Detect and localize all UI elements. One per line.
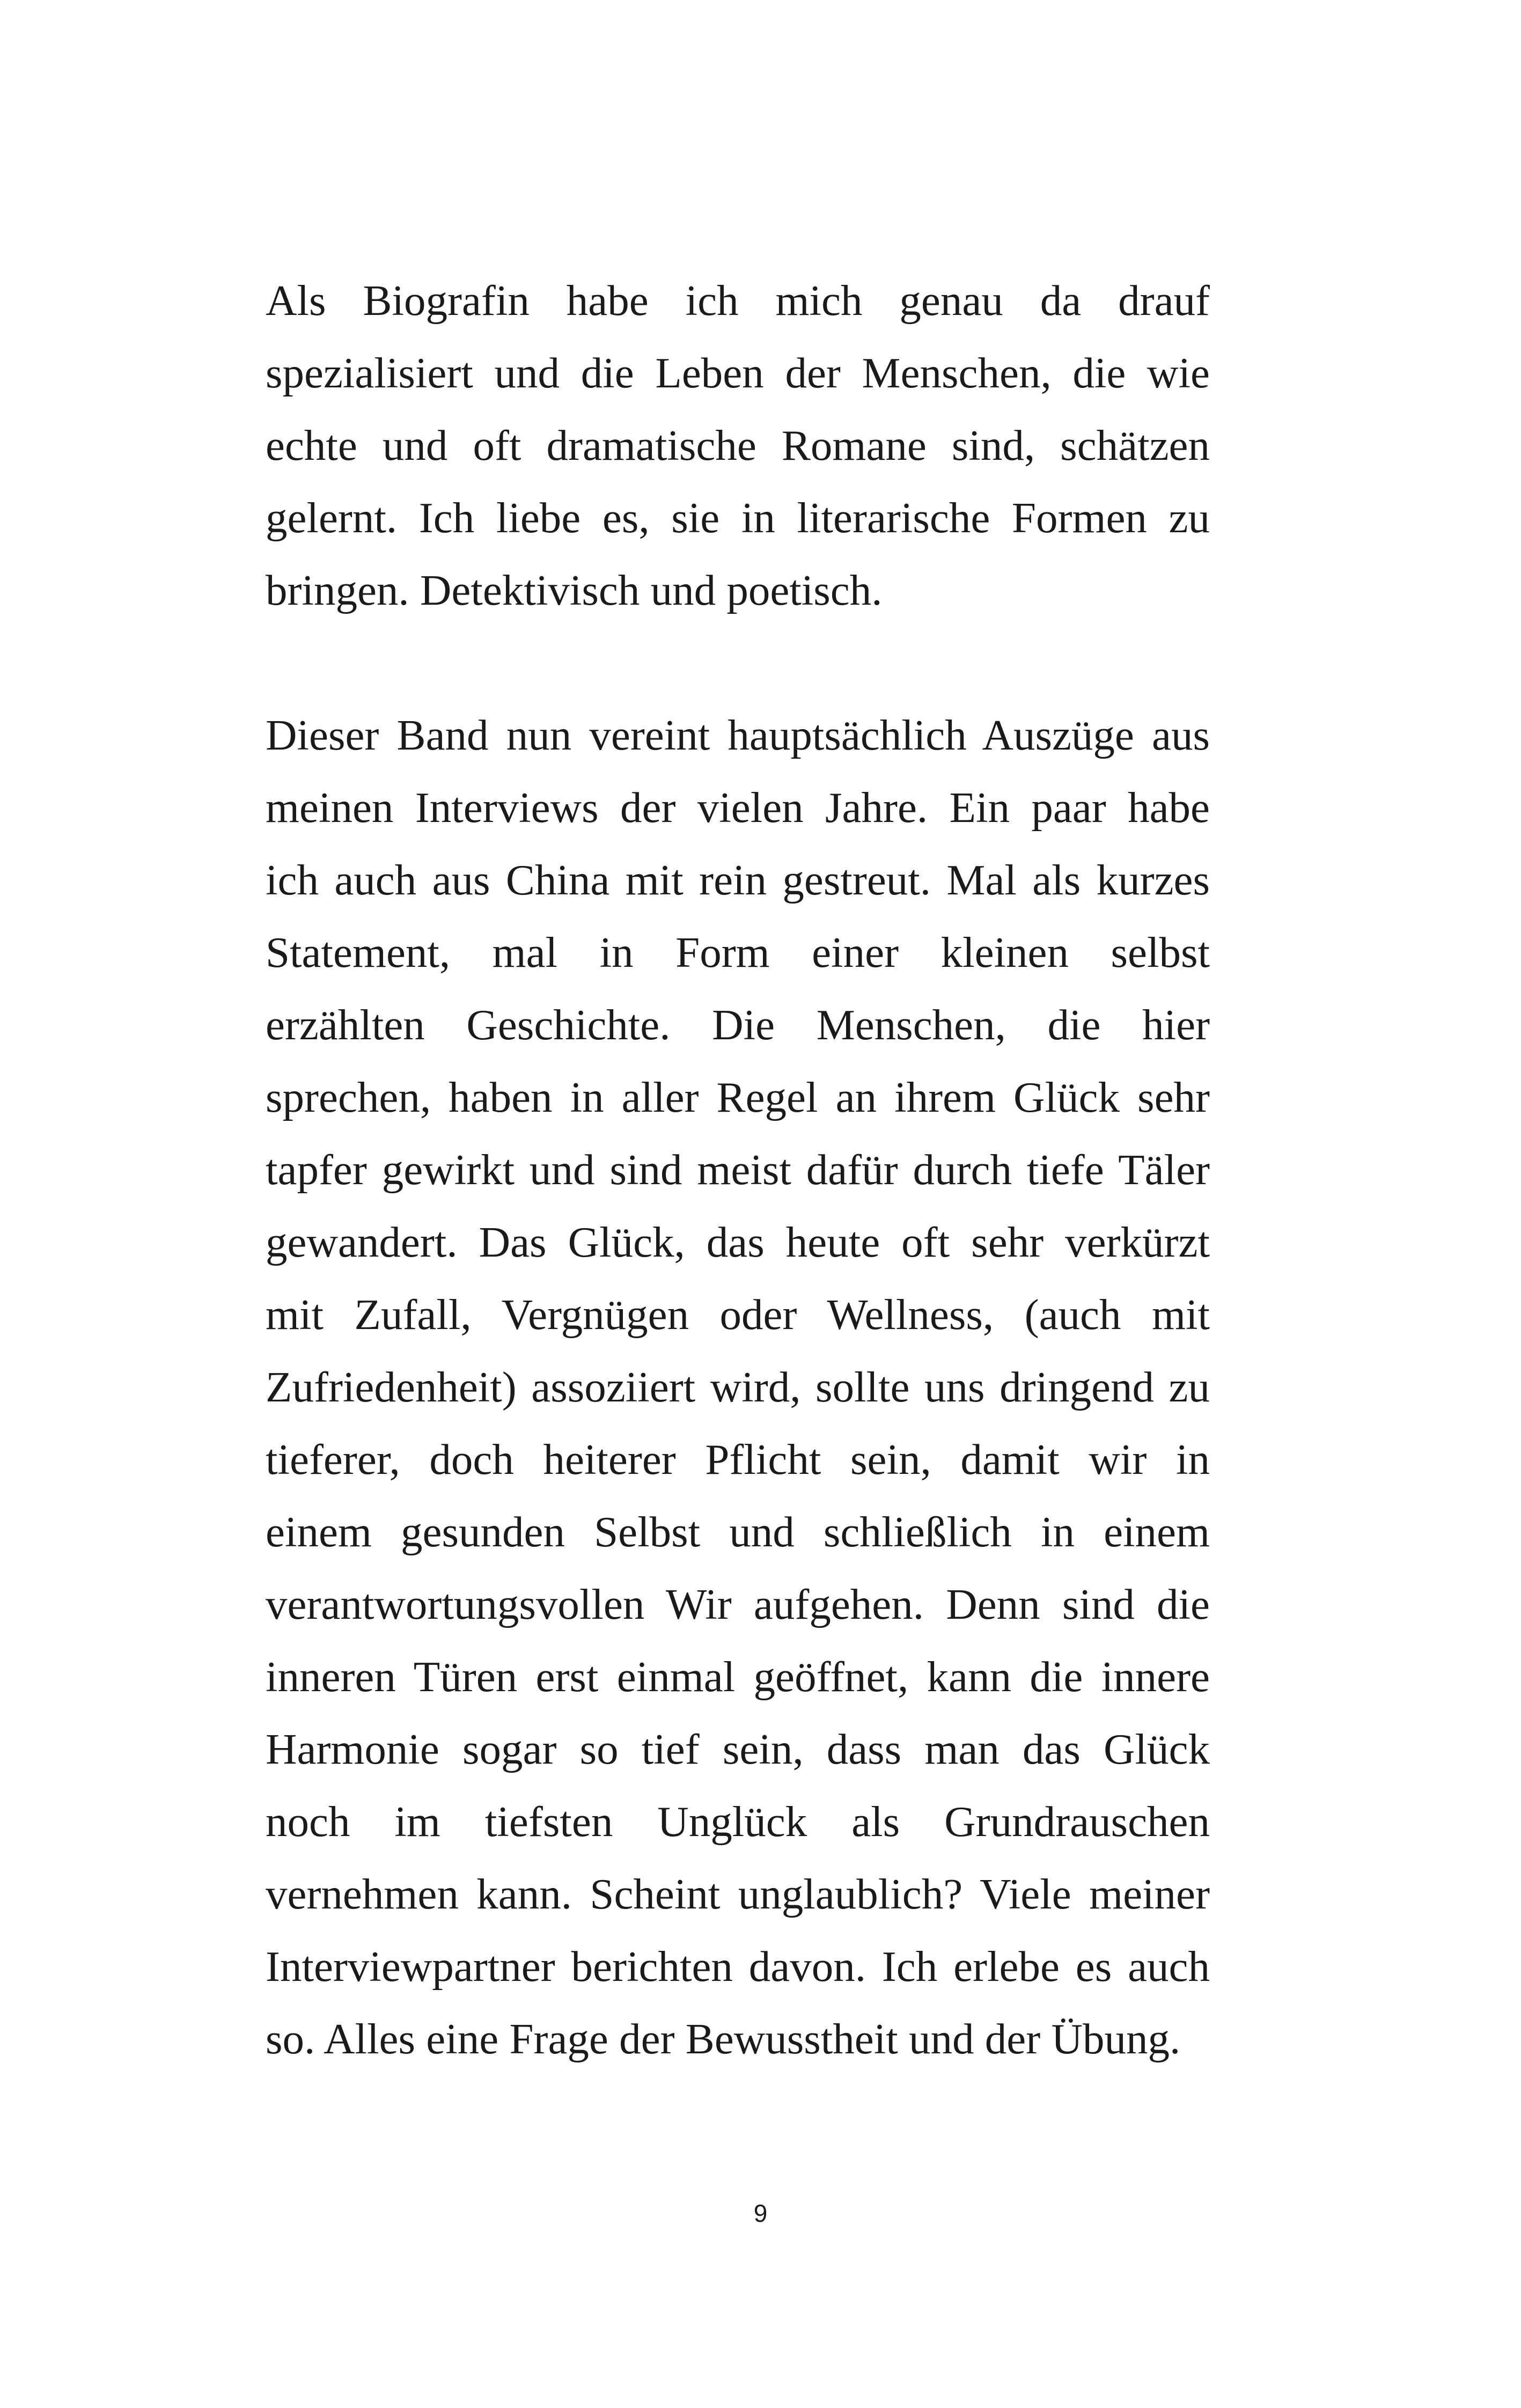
text-line: erzählten Geschichte. Die Menschen, die hier (266, 1001, 1210, 1049)
text-line: Als Biografin habe ich mich genau da drauf (266, 276, 1210, 325)
text-line: gelernt. Ich liebe es, sie in literarische Formen zu (266, 494, 1210, 542)
text-line: meinen Interviews der vielen Jahre. Ein paar habe (266, 783, 1210, 832)
text-line: verantwortungsvollen Wir aufgehen. Denn sind die (266, 1580, 1210, 1628)
text-line: inneren Türen erst einmal geöffnet, kann die innere (266, 1653, 1210, 1701)
text-line: Statement, mal in Form einer kleinen selbst (266, 928, 1210, 977)
text-line: sprechen, haben in aller Regel an ihrem Glück sehr (266, 1073, 1210, 1121)
text-line: noch im tiefsten Unglück als Grundrauschen (266, 1797, 1210, 1846)
text-line: echte und oft dramatische Romane sind, schätzen (266, 421, 1210, 469)
text-line: so. Alles eine Frage der Bewusstheit und der Übung. (266, 2015, 1181, 2063)
text-line: tapfer gewirkt und sind meist dafür durch tiefe Täler (266, 1146, 1210, 1194)
text-line: Interviewpartner berichten davon. Ich erlebe es auch (266, 1942, 1210, 1991)
text-line: spezialisiert und die Leben der Menschen, die wie (266, 349, 1210, 397)
text-line: Harmonie sogar so tief sein, dass man das Glück (266, 1725, 1210, 1773)
text-line: vernehmen kann. Scheint unglaublich? Viele meiner (266, 1870, 1210, 1918)
text-line: gewandert. Das Glück, das heute oft sehr verkürzt (266, 1218, 1210, 1266)
page-number: 9 (753, 2199, 768, 2227)
text-line: tieferer, doch heiterer Pflicht sein, damit wir in (266, 1435, 1210, 1484)
text-line: ich auch aus China mit rein gestreut. Mal als kurzes (266, 856, 1210, 904)
text-line: einem gesunden Selbst und schließlich in einem (266, 1508, 1210, 1556)
text-line: Dieser Band nun vereint hauptsächlich Auszüge aus (266, 711, 1210, 759)
text-line: Zufriedenheit) assoziiert wird, sollte uns dringend zu (266, 1363, 1210, 1411)
text-line: mit Zufall, Vergnügen oder Wellness, (auch mit (266, 1290, 1210, 1339)
text-line: bringen. Detektivisch und poetisch. (266, 566, 883, 614)
